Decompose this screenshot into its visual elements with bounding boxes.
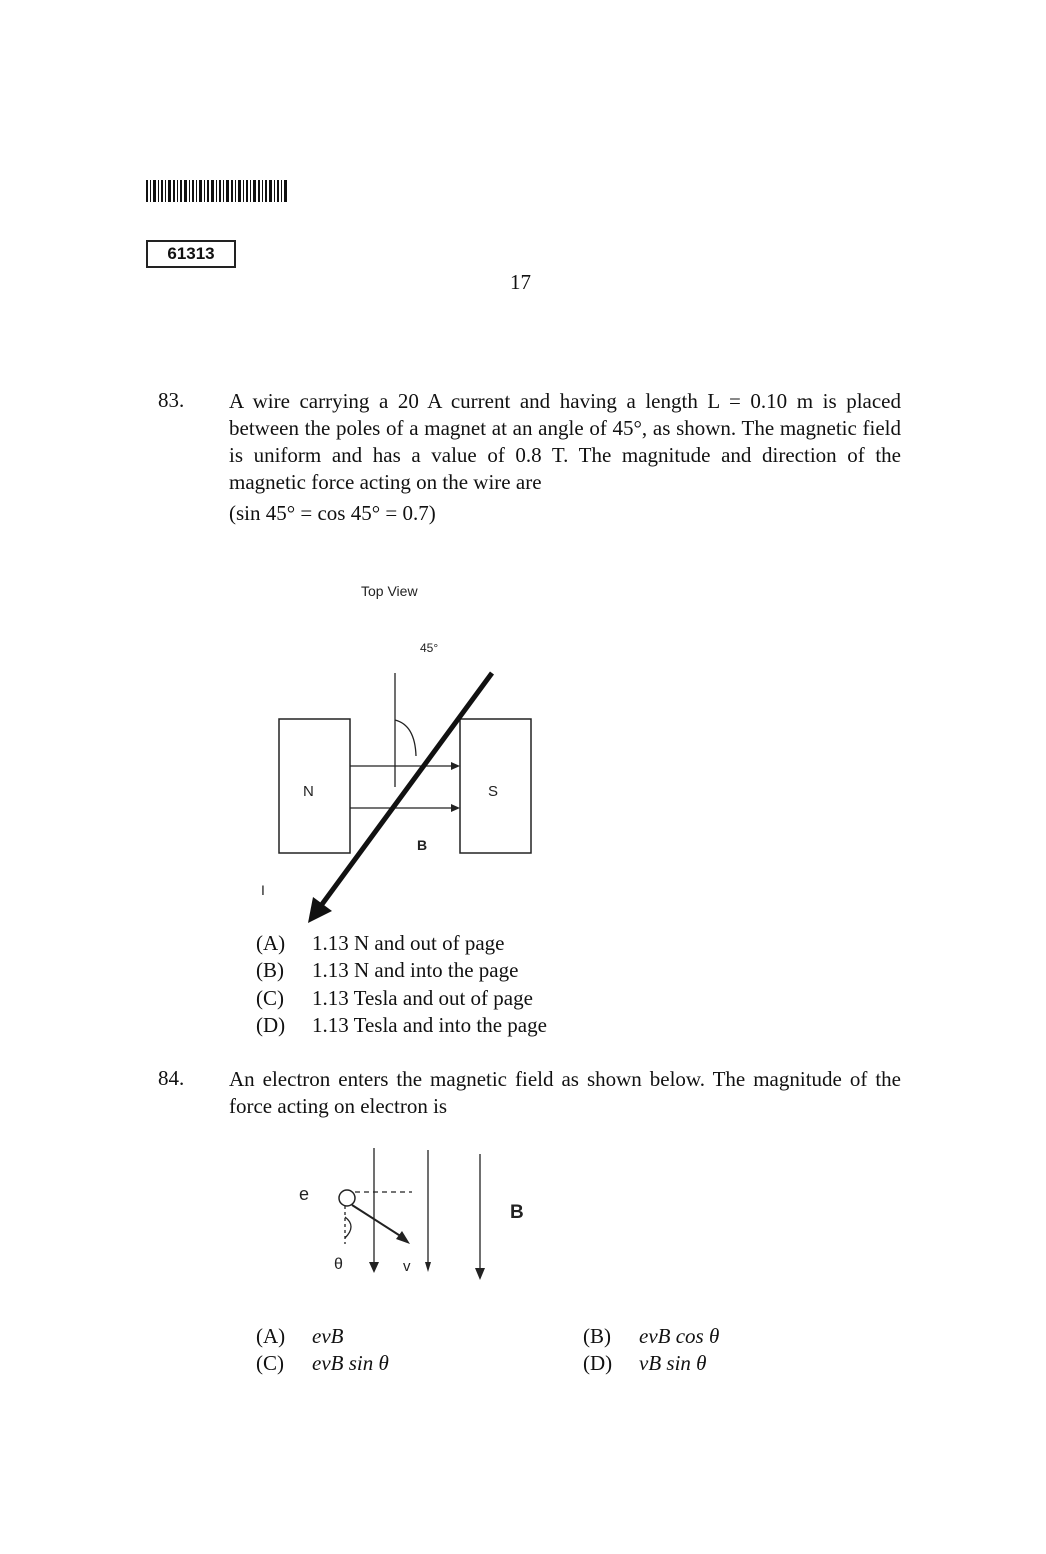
question-text-84: An electron enters the magnetic field as shown below. The magnitude of the force acting on electron is [229, 1067, 901, 1118]
option-84-d[interactable]: (D) vB sin θ [583, 1351, 707, 1375]
question-number-83: 83. [158, 388, 185, 412]
field-arrowhead-2 [425, 1262, 431, 1272]
paper-code-box: 61313 [146, 240, 236, 268]
option-83-c[interactable]: (C) 1.13 Tesla and out of page [256, 985, 533, 1010]
theta-arc [345, 1217, 351, 1238]
velocity-label: v [403, 1258, 411, 1275]
field-label: B [417, 837, 428, 853]
north-label: N [303, 783, 314, 800]
options-83 [256, 930, 547, 1039]
velocity-arrowhead [396, 1231, 410, 1244]
field-arrowhead-top [451, 762, 460, 770]
theta-label: θ [334, 1256, 343, 1273]
option-83-b[interactable]: (B) 1.13 N and into the page [256, 958, 519, 983]
field-arrowhead-1 [369, 1262, 379, 1273]
electron-field-figure [290, 1140, 540, 1285]
angle-label: 45° [420, 641, 439, 655]
option-84-b[interactable]: (B) evB cos θ [583, 1324, 720, 1348]
option-83-d[interactable]: (D) 1.13 Tesla and into the page [256, 1012, 547, 1037]
velocity-vector [352, 1205, 402, 1237]
magnet-wire-figure [240, 575, 560, 930]
page-number: 17 [510, 270, 531, 294]
question-text-83 [229, 388, 901, 527]
north-pole [279, 719, 350, 853]
electron-circle [339, 1190, 355, 1206]
current-label: I [261, 882, 265, 898]
option-84-a[interactable]: (A) evB [256, 1324, 344, 1348]
question-83-body: A wire carrying a 20 A current and having a length L = 0.10 m is placed between the poles of a magnet at an angle of 45°, as shown. The magnetic field is uniform and has a value of 0.8 T. The magnitude and direction of the magnetic force acting on the wire are [229, 389, 901, 494]
question-number-84: 84. [158, 1066, 185, 1090]
given-values: (sin 45° = cos 45° = 0.7) [229, 501, 436, 525]
option-84-c[interactable]: (C) evB sin θ [256, 1351, 389, 1375]
field-label-84: B [510, 1202, 524, 1223]
field-arrowhead-3 [475, 1268, 485, 1280]
electron-label: e [299, 1184, 310, 1204]
option-83-a[interactable]: (A) 1.13 N and out of page [256, 931, 505, 955]
current-wire [320, 673, 492, 907]
barcode [146, 180, 288, 202]
current-arrowhead [308, 897, 332, 923]
south-label: S [488, 783, 499, 800]
figure-title: Top View [361, 583, 418, 599]
angle-arc [395, 720, 416, 756]
field-arrowhead-bottom [451, 804, 460, 812]
